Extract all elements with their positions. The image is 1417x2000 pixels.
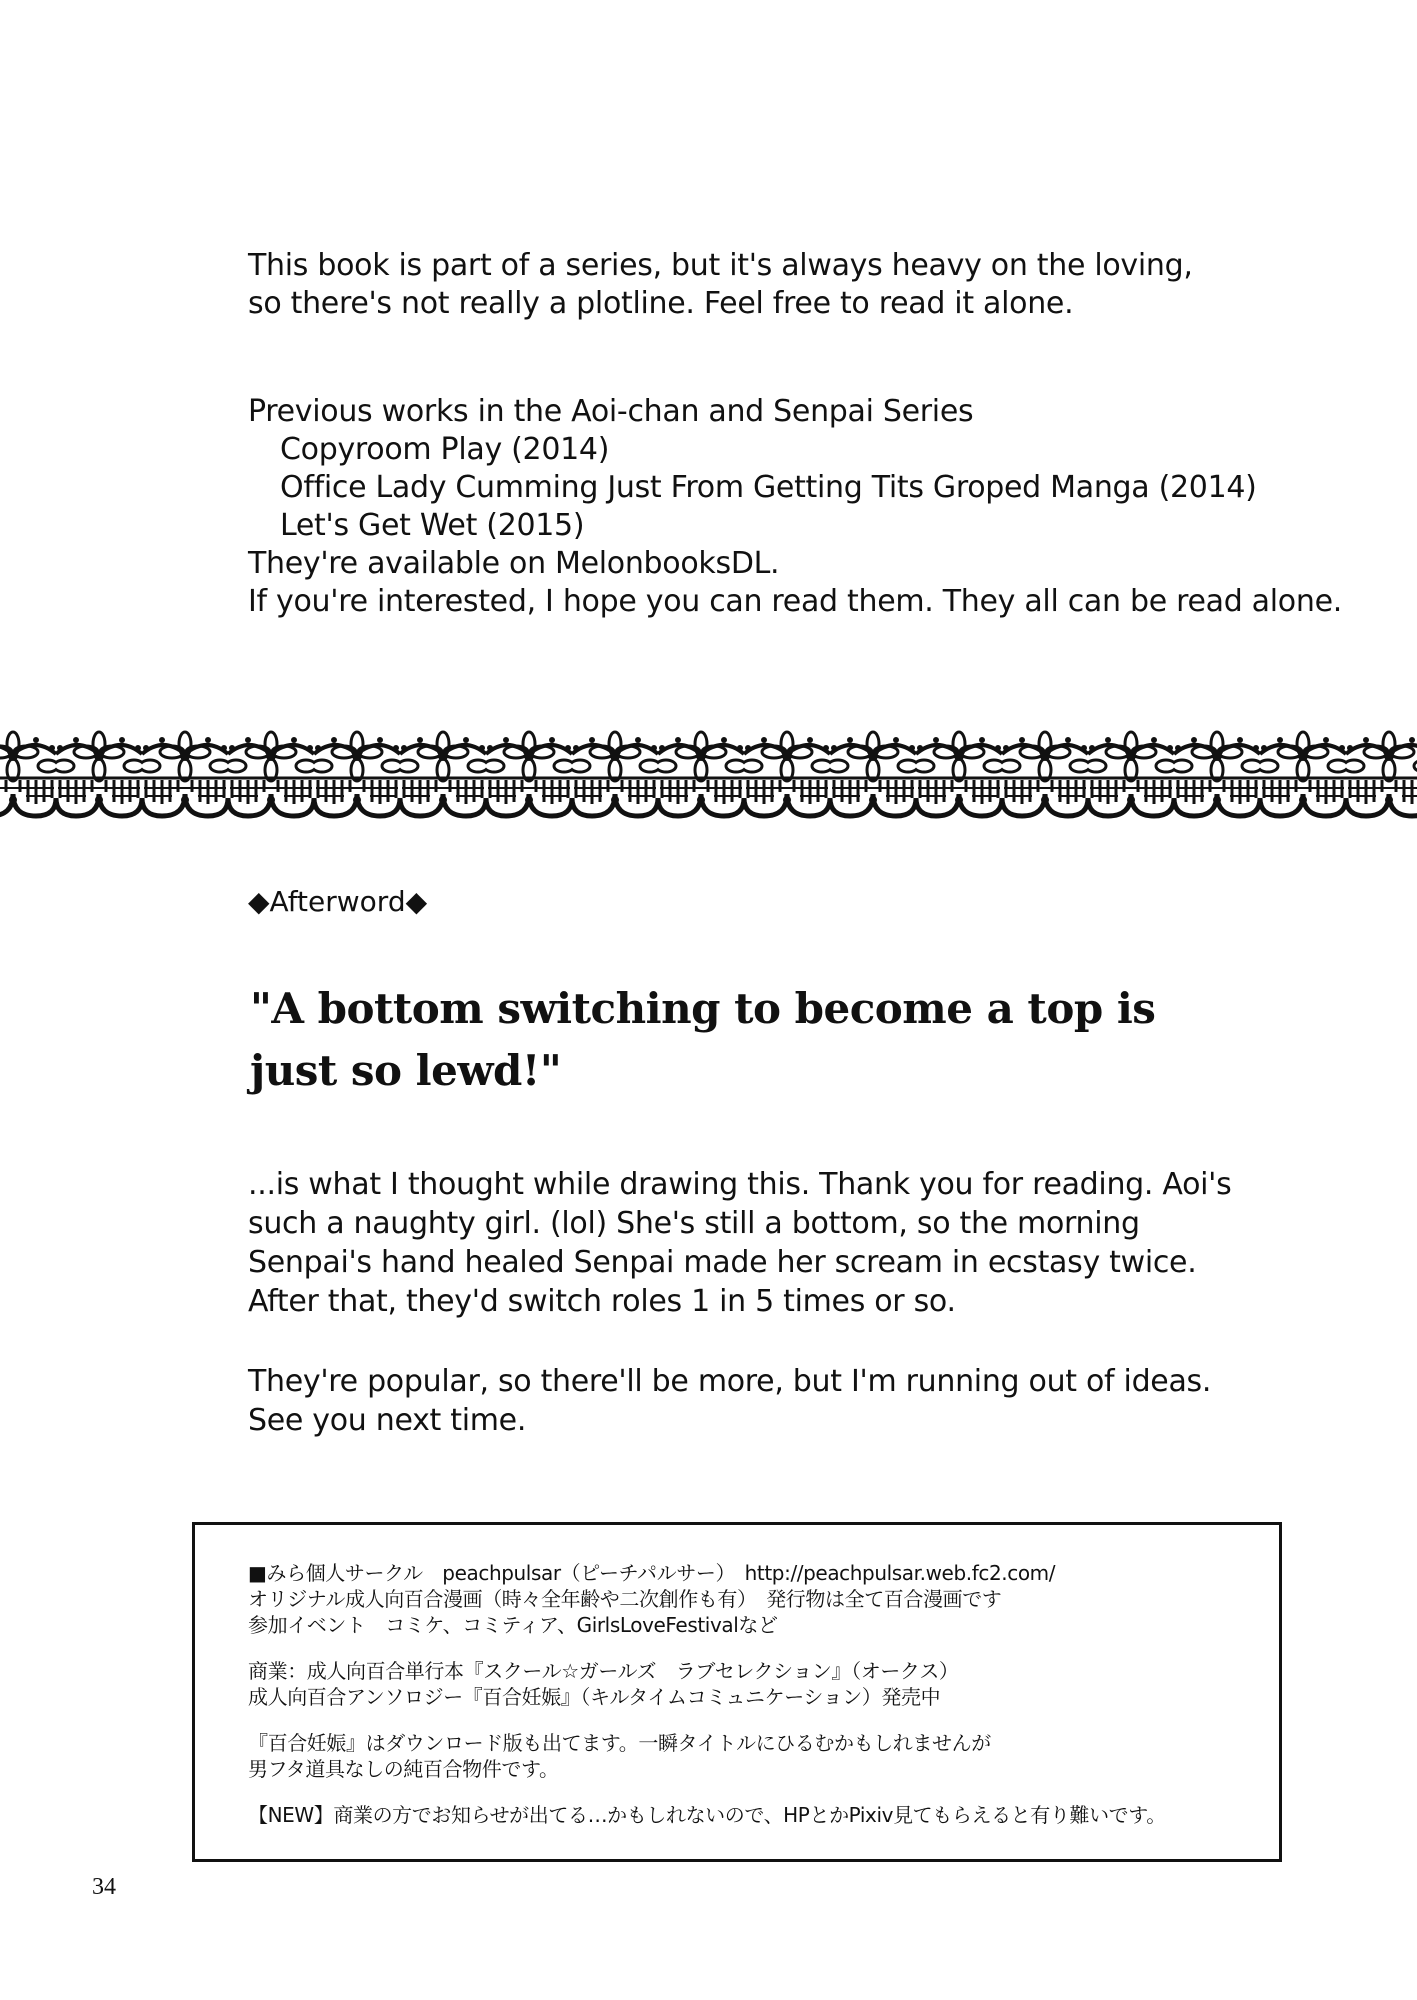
previous-works-section xyxy=(248,393,1342,621)
afterword-body xyxy=(248,1165,1231,1321)
circle-info-text xyxy=(248,1560,1166,1828)
previous-works-heading: Previous works in the Aoi-chan and Senpai Series xyxy=(248,394,974,429)
quote-line: just so lewd!" xyxy=(250,1046,562,1095)
intro-line: This book is part of a series, but it's always heavy on the loving, xyxy=(248,248,1193,283)
closing-line: See you next time. xyxy=(248,1403,527,1438)
info-line: オリジナル成人向百合漫画（時々全年齢や二次創作も有） 発行物は全て百合漫画です xyxy=(248,1587,1002,1611)
afterword-quote xyxy=(250,978,1210,1102)
info-line: 参加イベント コミケ、コミティア、GirlsLoveFestivalなど xyxy=(248,1613,778,1637)
afterword-line: such a naughty girl. (lol) She's still a bottom, so the morning xyxy=(248,1206,1140,1241)
read-alone-note: If you're interested, I hope you can read them. They all can be read alone. xyxy=(248,584,1342,619)
info-line: 商業：成人向百合単行本『スクール☆ガールズ ラブセレクション』（オークス） xyxy=(248,1659,959,1683)
info-line: 男フタ道具なしの純百合物件です。 xyxy=(248,1757,559,1781)
availability-note: They're available on MelonbooksDL. xyxy=(248,546,780,581)
intro-line: so there's not really a plotline. Feel free to read it alone. xyxy=(248,286,1074,321)
quote-line: "A bottom switching to become a top is xyxy=(250,984,1156,1033)
info-line: 『百合妊娠』はダウンロード版も出てます。一瞬タイトルにひるむかもしれませんが xyxy=(248,1731,991,1755)
afterword-line: ...is what I thought while drawing this. Thank you for reading. Aoi's xyxy=(248,1167,1232,1202)
afterword-closing xyxy=(248,1362,1211,1440)
afterword-line: Senpai's hand healed Senpai made her scream in ecstasy twice. xyxy=(248,1245,1197,1280)
info-line: ■みら個人サークル peachpulsar（ピーチパルサー） http://peachpulsar.web.fc2.com/ xyxy=(248,1561,1056,1585)
work-item: Let's Get Wet (2015) xyxy=(280,508,585,543)
lace-divider xyxy=(0,728,1417,822)
closing-line: They're popular, so there'll be more, but I'm running out of ideas. xyxy=(248,1364,1212,1399)
page-number: 34 xyxy=(92,1874,116,1900)
afterword-line: After that, they'd switch roles 1 in 5 times or so. xyxy=(248,1284,956,1319)
afterword-heading: ◆Afterword◆ xyxy=(248,885,428,918)
info-line: 成人向百合アンソロジー『百合妊娠』（キルタイムコミュニケーション）発売中 xyxy=(248,1685,941,1709)
work-item: Copyroom Play (2014) xyxy=(280,432,610,467)
info-line: 【NEW】商業の方でお知らせが出てる…かもしれないので、HPとかPixiv見てもらえると有り難いです。 xyxy=(248,1803,1166,1827)
work-item: Office Lady Cumming Just From Getting Tits Groped Manga (2014) xyxy=(280,470,1257,505)
intro-text xyxy=(248,247,1193,323)
